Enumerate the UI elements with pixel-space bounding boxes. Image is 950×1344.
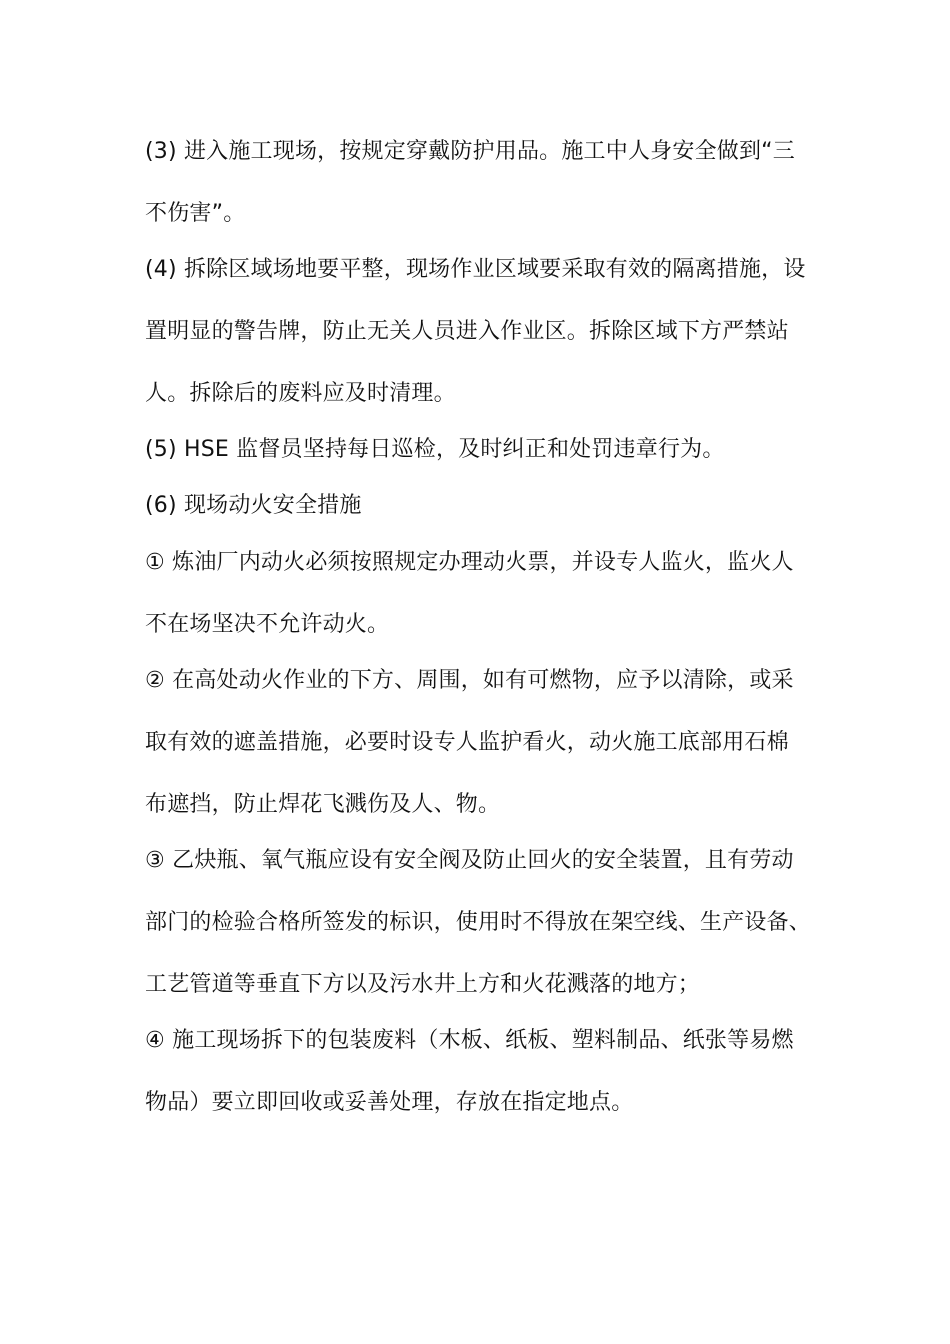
text-line: ④ 施工现场拆下的包装废料（木板、纸板、塑料制品、纸张等易燃 [145, 1028, 794, 1053]
text-line: 取有效的遮盖措施，必要时设专人监护看火，动火施工底部用石棉 [145, 730, 789, 755]
text-line: 布遮挡，防止焊花飞溅伤及人、物。 [145, 792, 501, 817]
text-line: 物品）要立即回收或妥善处理，存放在指定地点。 [145, 1090, 634, 1115]
text-line: 部门的检验合格所签发的标识，使用时不得放在架空线、生产设备、 [145, 910, 812, 935]
text-line: ② 在高处动火作业的下方、周围，如有可燃物，应予以清除，或采 [145, 668, 794, 693]
text-line: ③ 乙炔瓶、氧气瓶应设有安全阀及防止回火的安全装置，且有劳动 [145, 848, 794, 873]
text-line: 不伤害”。 [145, 201, 246, 226]
text-line: ① 炼油厂内动火必须按照规定办理动火票，并设专人监火，监火人 [145, 550, 794, 575]
text-line: (6) 现场动火安全措施 [145, 493, 362, 518]
text-line: (5) HSE 监督员坚持每日巡检，及时纠正和处罚违章行为。 [145, 437, 725, 462]
text-line: 置明显的警告牌，防止无关人员进入作业区。拆除区域下方严禁站 [145, 319, 789, 344]
text-line: (3) 进入施工现场，按规定穿戴防护用品。施工中人身安全做到“三 [145, 139, 795, 164]
text-line: (4) 拆除区域场地要平整，现场作业区域要采取有效的隔离措施，设 [145, 257, 806, 282]
text-line: 工艺管道等垂直下方以及污水井上方和火花溅落的地方； [145, 972, 701, 997]
text-line: 人。拆除后的废料应及时清理。 [145, 381, 456, 406]
text-line: 不在场坚决不允许动火。 [145, 612, 390, 637]
